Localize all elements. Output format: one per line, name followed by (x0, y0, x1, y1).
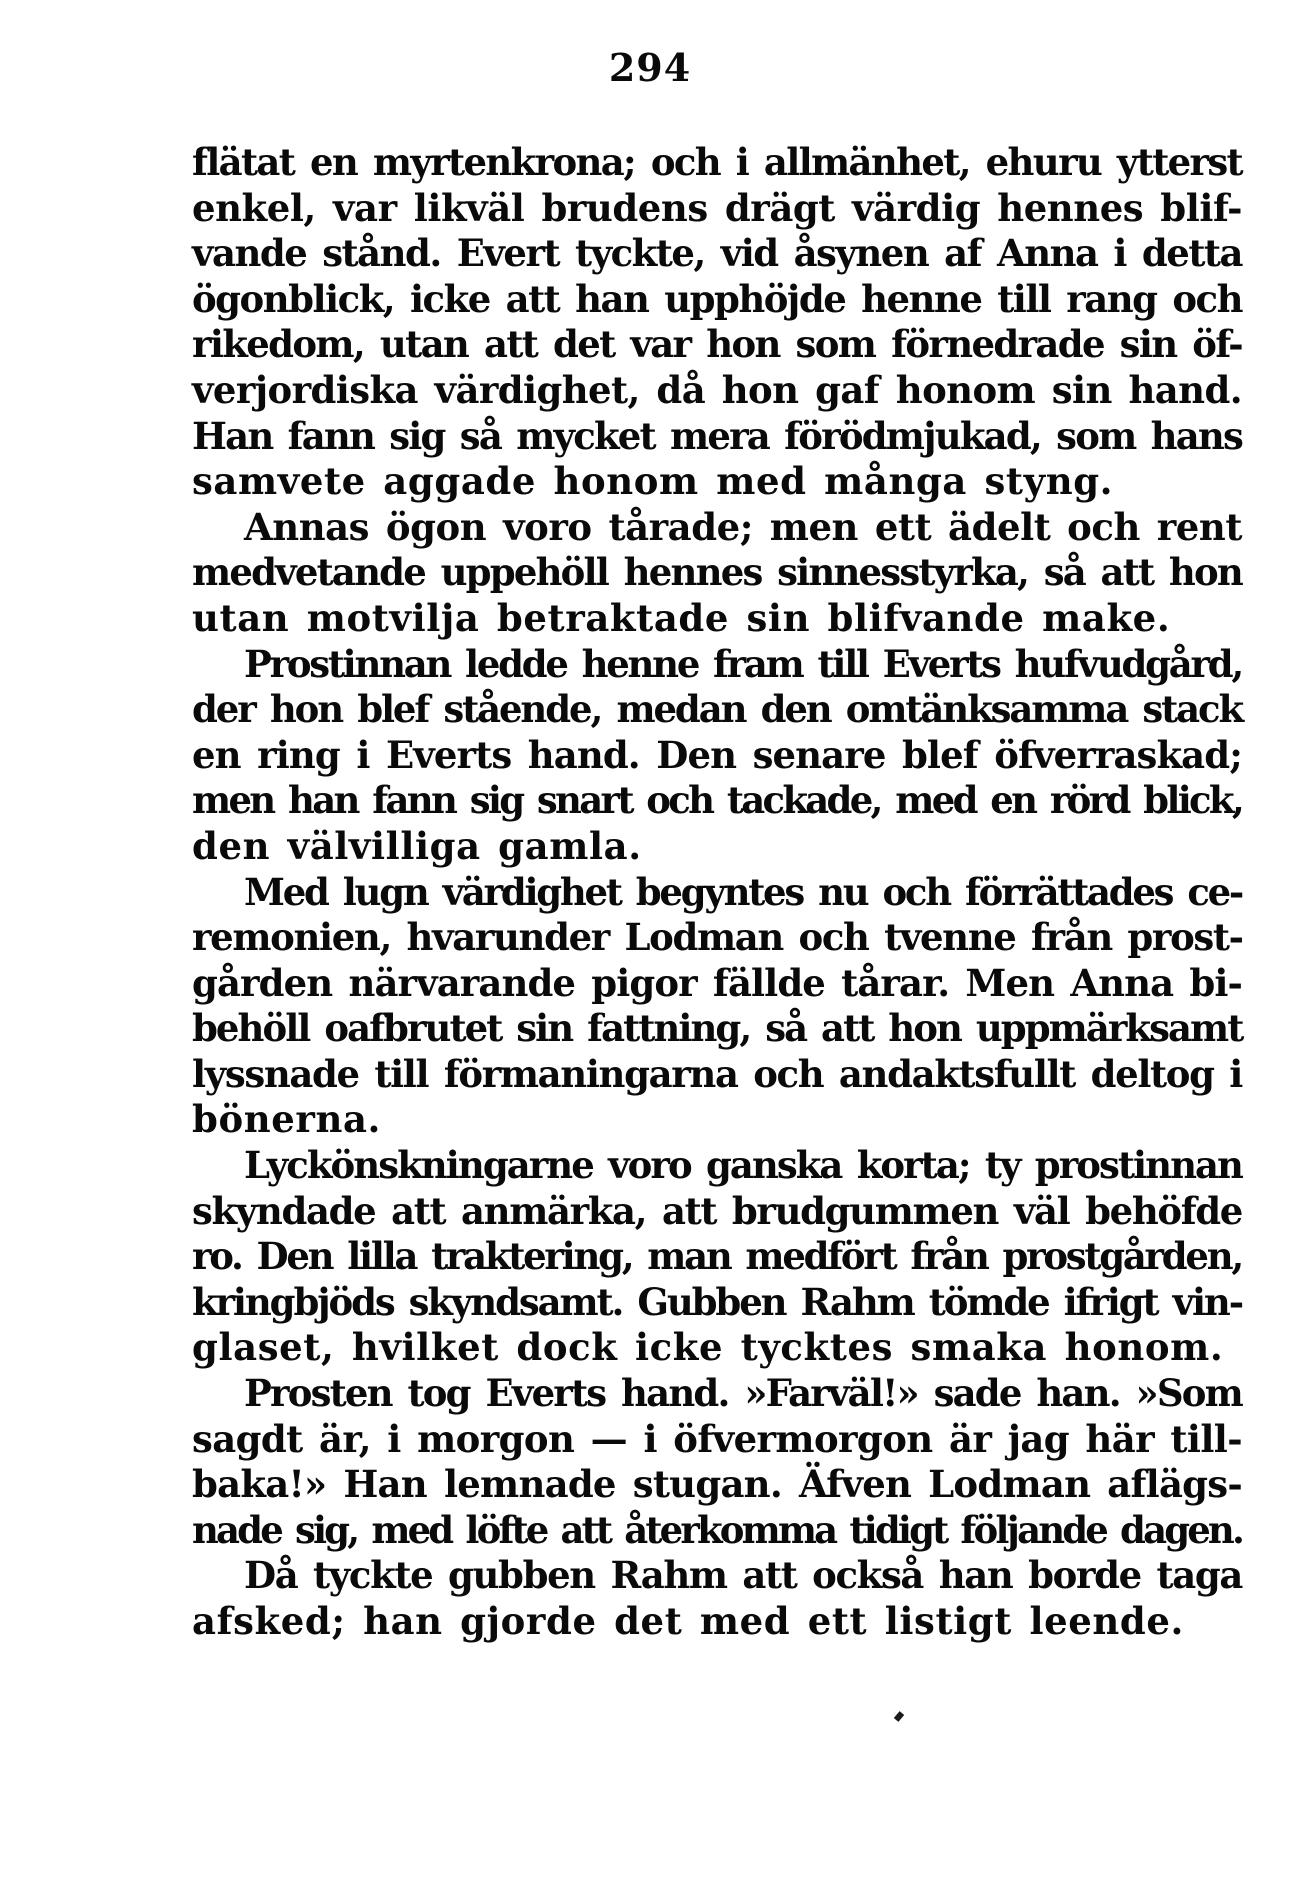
text-line: sagdt är, i morgon — i öfvermorgon är jag här till- (192, 1416, 1242, 1461)
text-line: behöll oafbrutet sin fattning, så att hon uppmärksamt (192, 1006, 1243, 1051)
text-line: Annas ögon voro tårade; men ett ädelt och rent (244, 504, 1242, 549)
text-line: utan motvilja betraktade sin blifvande make. (192, 595, 1171, 640)
text-line: glaset, hvilket dock icke tycktes smaka honom. (192, 1325, 1224, 1370)
text-line: vande stånd. Evert tyckte, vid åsynen af Anna i detta (192, 231, 1242, 276)
text-line: afsked; han gjorde det med ett listigt leende. (192, 1599, 1184, 1643)
text-line: gården närvarande pigor fällde tårar. Men Anna bi- (192, 960, 1242, 1005)
text-line: skyndade att anmärka, att brudgummen väl behöfde (192, 1188, 1242, 1233)
text-line: en ring i Everts hand. Den senare blef öfverraskad; (192, 732, 1242, 777)
text-line: Med lugn värdighet begyntes nu och förrättades ce- (244, 869, 1242, 914)
text-line: ögonblick, icke att han upphöjde henne till rang och (192, 276, 1242, 321)
text-line: Prosten tog Everts hand. »Farväl!» sade han. »Som (244, 1371, 1242, 1416)
text-line: den välvilliga gamla. (192, 823, 642, 868)
body-text (192, 140, 1242, 1645)
text-line: kringbjöds skyndsamt. Gubben Rahm tömde ifrigt vin- (192, 1279, 1242, 1324)
text-line: rikedom, utan att det var hon som förnedrade sin öf- (192, 322, 1242, 367)
text-line: men han fann sig snart och tackade, med en rörd blick, (192, 778, 1242, 823)
text-line: bönerna. (192, 1097, 382, 1142)
text-line: remonien, hvarunder Lodman och tvenne från prost- (192, 915, 1243, 960)
text-line: Prostinnan ledde henne fram till Everts hufvudgård, (244, 641, 1242, 686)
page-number: 294 (608, 45, 692, 90)
text-line: samvete aggade honom med många styng. (192, 459, 1114, 504)
text-line: Han fann sig så mycket mera förödmjukad, som hans (192, 413, 1242, 458)
text-line: ro. Den lilla traktering, man medfört från prostgården, (192, 1234, 1242, 1279)
text-line: flätat en myrtenkrona; och i allmänhet, ehuru ytterst (192, 140, 1242, 184)
text-line: der hon blef stående, medan den omtänksamma stack (192, 687, 1242, 732)
text-line: Då tyckte gubben Rahm att också han borde taga (244, 1553, 1242, 1598)
text-line: enkel, var likväl brudens drägt värdig hennes blif- (192, 185, 1242, 230)
text-line: nade sig, med löfte att återkomma tidigt följande dagen. (192, 1507, 1242, 1552)
text-line: Lyckönskningarne voro ganska korta; ty prostinnan (244, 1143, 1242, 1188)
text-line: lyssnade till förmaningarna och andaktsfullt deltog i (192, 1051, 1242, 1096)
text-line: verjordiska värdighet, då hon gaf honom sin hand. (192, 367, 1242, 412)
ink-speck (894, 1711, 904, 1722)
text-line: medvetande uppehöll hennes sinnesstyrka, så att hon (192, 550, 1242, 595)
text-line: baka!» Han lemnade stugan. Äfven Lodman aflägs- (192, 1462, 1242, 1507)
